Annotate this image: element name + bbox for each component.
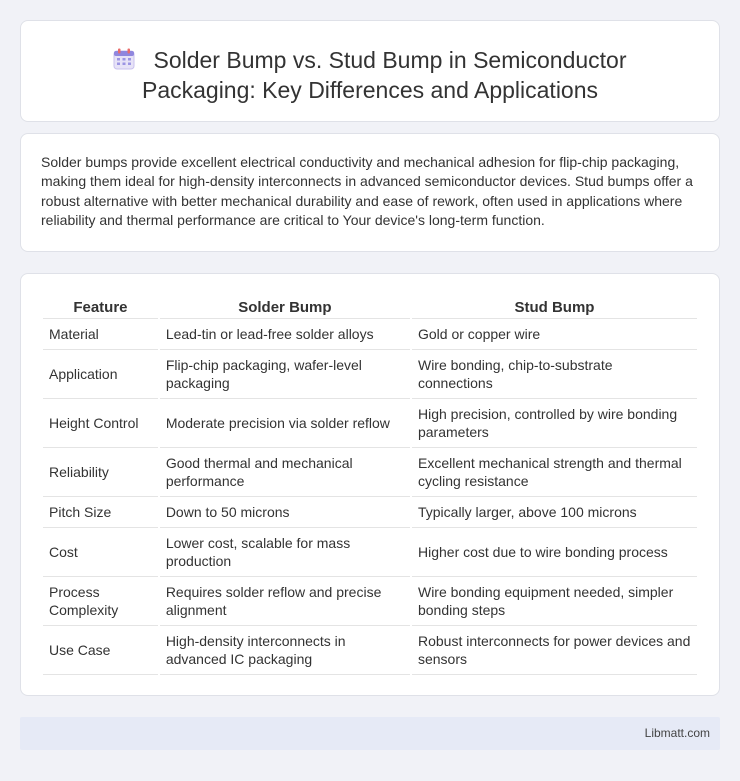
table-row [43,319,697,350]
header-feature: Feature [43,294,158,319]
solder-cell: Lead-tin or lead-free solder alloys [160,319,410,350]
stud-cell: Wire bonding, chip-to-substrate connections [412,350,697,399]
solder-cell: Requires solder reflow and precise alignment [160,577,410,626]
stud-cell: Wire bonding equipment needed, simpler bonding steps [412,577,697,626]
table-row [43,350,697,399]
feature-cell: Process Complexity [43,577,158,626]
feature-cell: Cost [43,528,158,577]
title-line-1: Solder Bump vs. Stud Bump in Semiconductor [153,47,627,73]
table-row [43,626,697,675]
table-header-row [43,294,697,319]
footer-brand-link[interactable]: Libmatt.com [644,726,710,740]
stud-cell: Typically larger, above 100 microns [412,497,697,528]
stud-cell: Higher cost due to wire bonding process [412,528,697,577]
page-title [21,45,719,105]
feature-cell: Pitch Size [43,497,158,528]
feature-cell: Height Control [43,399,158,448]
feature-cell: Use Case [43,626,158,675]
stud-cell: Gold or copper wire [412,319,697,350]
solder-cell: High-density interconnects in advanced IC packaging [160,626,410,675]
table-row [43,399,697,448]
calendar-icon [113,48,135,70]
feature-cell: Reliability [43,448,158,497]
table-row [43,528,697,577]
table-row [43,497,697,528]
stud-cell: Robust interconnects for power devices and sensors [412,626,697,675]
title-line-2: Packaging: Key Differences and Applications [141,77,599,103]
footer [20,717,720,750]
table-row [43,448,697,497]
header-stud-bump: Stud Bump [412,294,697,319]
solder-cell: Flip-chip packaging, wafer-level packaging [160,350,410,399]
intro-card [20,133,720,252]
comparison-card [20,273,720,696]
solder-cell: Good thermal and mechanical performance [160,448,410,497]
solder-cell: Moderate precision via solder reflow [160,399,410,448]
intro-paragraph: Solder bumps provide excellent electrical conductivity and mechanical adhesion for flip-chip packaging, making them ideal for high-density interconnects in advanced semiconductor devices. Stud bumps offer a robust alternative with better mechanical durability and ease of rework, often used in applications where reliability and thermal performance are critical to Your device's long-term function. [41,154,693,229]
feature-cell: Application [43,350,158,399]
header-solder-bump: Solder Bump [160,294,410,319]
solder-cell: Lower cost, scalable for mass production [160,528,410,577]
stud-cell: Excellent mechanical strength and thermal cycling resistance [412,448,697,497]
feature-cell: Material [43,319,158,350]
comparison-table [41,294,699,675]
table-row [43,577,697,626]
stud-cell: High precision, controlled by wire bonding parameters [412,399,697,448]
solder-cell: Down to 50 microns [160,497,410,528]
title-card [20,20,720,122]
